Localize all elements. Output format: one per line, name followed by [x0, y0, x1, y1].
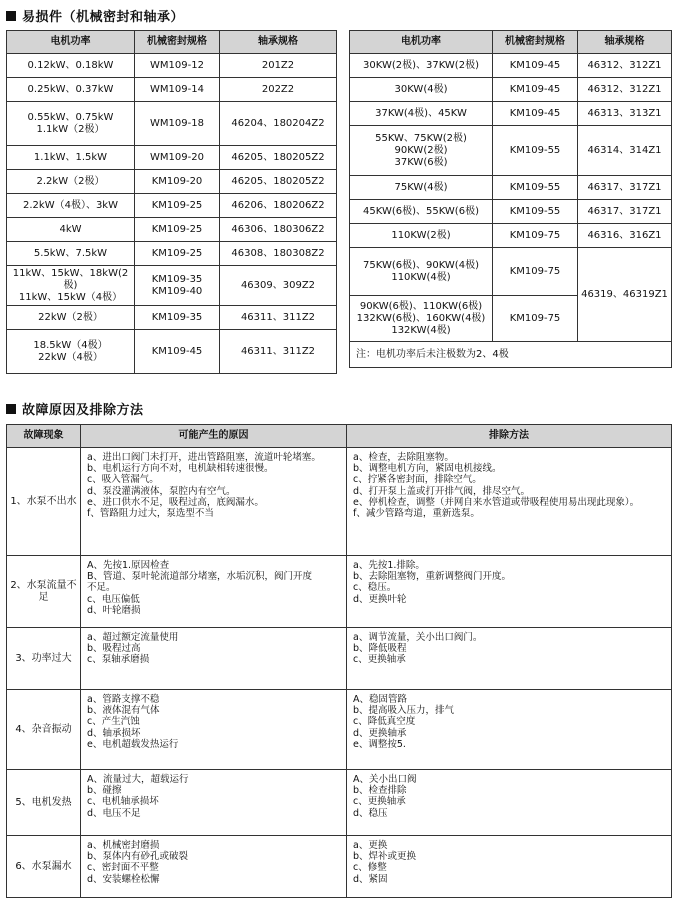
power-cell: 22kW（2极） — [7, 306, 135, 330]
power-cell: 0.25kW、0.37kW — [7, 78, 135, 102]
seal-cell: KM109-45 — [493, 102, 578, 126]
table-row — [7, 266, 337, 306]
table-row — [7, 836, 672, 898]
fault-table — [6, 424, 672, 898]
remedy-cell: a、先按1.排除。 b、去除阻塞物，重新调整阀门开度。 c、稳压。 d、更换叶轮 — [347, 556, 672, 628]
header-seal: 机械密封规格 — [493, 31, 578, 54]
bearing-cell: 46317、317Z1 — [578, 200, 672, 224]
seal-cell: KM109-35 — [135, 306, 220, 330]
power-cell: 2.2kW（4极）、3kW — [7, 194, 135, 218]
table-row — [350, 78, 672, 102]
header-power: 电机功率 — [7, 31, 135, 54]
bearing-cell: 46311、311Z2 — [220, 330, 337, 374]
remedy-cell: a、更换 b、焊补或更换 c、修整 d、紧固 — [347, 836, 672, 898]
seal-cell: WM109-20 — [135, 146, 220, 170]
square-bullet-icon — [6, 404, 16, 414]
seal-cell: KM109-20 — [135, 170, 220, 194]
seal-cell: KM109-75 — [493, 224, 578, 248]
header-symptom: 故障现象 — [7, 425, 81, 448]
table-row — [7, 102, 337, 146]
remedy-cell: a、调节流量，关小出口阀门。 b、降低吸程 c、更换轴承 — [347, 628, 672, 690]
table-row — [7, 690, 672, 770]
table-row — [7, 78, 337, 102]
bearing-cell: 46311、311Z2 — [220, 306, 337, 330]
header-bearing: 轴承规格 — [220, 31, 337, 54]
table-row — [7, 628, 672, 690]
section-title-faults: 故障原因及排除方法 — [6, 399, 144, 418]
bearing-cell: 46312、312Z1 — [578, 54, 672, 78]
section-title-parts: 易损件（机械密封和轴承） — [6, 6, 184, 25]
bearing-cell: 46316、316Z1 — [578, 224, 672, 248]
symptom-cell: 4、杂音振动 — [7, 690, 81, 770]
bearing-cell: 46308、180308Z2 — [220, 242, 337, 266]
seal-cell: KM109-45 — [493, 78, 578, 102]
table-row — [350, 224, 672, 248]
seal-cell: KM109-25 — [135, 194, 220, 218]
seal-cell: WM109-18 — [135, 102, 220, 146]
bearing-cell: 46206、180206Z2 — [220, 194, 337, 218]
seal-cell: KM109-55 — [493, 200, 578, 224]
table-row — [7, 218, 337, 242]
power-cell: 1.1kW、1.5kW — [7, 146, 135, 170]
table-row — [7, 770, 672, 836]
power-cell: 0.55kW、0.75kW 1.1kW（2极） — [7, 102, 135, 146]
bearing-cell: 46204、180204Z2 — [220, 102, 337, 146]
power-cell: 2.2kW（2极） — [7, 170, 135, 194]
bearing-cell: 46309、309Z2 — [220, 266, 337, 306]
parts-table-right — [349, 30, 672, 368]
table-row — [7, 170, 337, 194]
table-note: 注：电机功率后未注极数为2、4极 — [350, 342, 672, 368]
remedy-cell: A、稳固管路 b、提高吸入压力，排气 c、降低真空度 d、更换轴承 e、调整按5. — [347, 690, 672, 770]
table-row — [7, 146, 337, 170]
table-row — [7, 330, 337, 374]
header-remedy: 排除方法 — [347, 425, 672, 448]
power-cell: 110KW(2极) — [350, 224, 493, 248]
header-power: 电机功率 — [350, 31, 493, 54]
table-row — [7, 54, 337, 78]
bearing-cell: 202Z2 — [220, 78, 337, 102]
power-cell: 45KW(6极)、55KW(6极) — [350, 200, 493, 224]
cause-cell: a、超过额定流量使用 b、吸程过高 c、泵轴承磨损 — [81, 628, 347, 690]
power-cell: 75KW(4极) — [350, 176, 493, 200]
bearing-cell: 46313、313Z1 — [578, 102, 672, 126]
symptom-cell: 3、功率过大 — [7, 628, 81, 690]
power-cell: 4kW — [7, 218, 135, 242]
symptom-cell: 6、水泵漏水 — [7, 836, 81, 898]
cause-cell: a、进出口阀门未打开，进出管路阻塞，流道叶轮堵塞。 b、电机运行方向不对，电机缺相转速很慢。 c、吸入管漏气。 d、泵没灌满液体，泵腔内有空气。 e、进口供水不足，吸程过高，底阀漏水。 f、管路阻力过大，泵选型不当 — [81, 448, 347, 556]
power-cell: 18.5kW（4极） 22kW（4极） — [7, 330, 135, 374]
seal-cell: KM109-75 — [493, 248, 578, 296]
square-bullet-icon — [6, 11, 16, 21]
table-row — [7, 556, 672, 628]
parts-table-left — [6, 30, 337, 374]
power-cell: 30KW(2极)、37KW(2极) — [350, 54, 493, 78]
power-cell: 11kW、15kW、18kW(2极) 11kW、15kW（4极） — [7, 266, 135, 306]
cause-cell: a、管路支撑不稳 b、液体混有气体 c、产生汽蚀 d、轴承损坏 e、电机超载发热运行 — [81, 690, 347, 770]
seal-cell: KM109-25 — [135, 242, 220, 266]
bearing-cell: 46312、312Z1 — [578, 78, 672, 102]
symptom-cell: 2、水泵流量不足 — [7, 556, 81, 628]
table-row — [7, 242, 337, 266]
seal-cell: KM109-45 — [135, 330, 220, 374]
table-row — [350, 200, 672, 224]
bearing-cell: 201Z2 — [220, 54, 337, 78]
symptom-cell: 5、电机发热 — [7, 770, 81, 836]
power-cell: 0.12kW、0.18kW — [7, 54, 135, 78]
table-row — [7, 306, 337, 330]
header-bearing: 轴承规格 — [578, 31, 672, 54]
power-cell: 90KW(6极)、110KW(6极) 132KW(6极)、160KW(4极) 132KW(4极) — [350, 296, 493, 342]
power-cell: 75KW(6极)、90KW(4极) 110KW(4极) — [350, 248, 493, 296]
bearing-cell: 46314、314Z1 — [578, 126, 672, 176]
bearing-cell: 46306、180306Z2 — [220, 218, 337, 242]
seal-cell: KM109-25 — [135, 218, 220, 242]
remedy-cell: A、关小出口阀 b、检查排除 c、更换轴承 d、稳压 — [347, 770, 672, 836]
table-row — [350, 126, 672, 176]
bearing-cell: 46317、317Z1 — [578, 176, 672, 200]
cause-cell: A、流量过大，超载运行 b、碰擦 c、电机轴承损坏 d、电压不足 — [81, 770, 347, 836]
table-row — [350, 176, 672, 200]
power-cell: 30KW(4极) — [350, 78, 493, 102]
header-cause: 可能产生的原因 — [81, 425, 347, 448]
bearing-cell: 46319、46319Z1 — [578, 248, 672, 342]
power-cell: 55KW、75KW(2极) 90KW(2极) 37KW(6极) — [350, 126, 493, 176]
table-row — [350, 54, 672, 78]
table-row — [350, 342, 672, 368]
table-row — [7, 448, 672, 556]
bearing-cell: 46205、180205Z2 — [220, 170, 337, 194]
header-seal: 机械密封规格 — [135, 31, 220, 54]
seal-cell: KM109-55 — [493, 126, 578, 176]
seal-cell: KM109-35 KM109-40 — [135, 266, 220, 306]
cause-cell: A、先按1.原因检查 B、管道、泵叶轮流道部分堵塞，水垢沉积，阀门开度 不足。 c、电压偏低 d、叶轮磨损 — [81, 556, 347, 628]
cause-cell: a、机械密封磨损 b、泵体内有砂孔或破裂 c、密封面不平整 d、安装螺栓松懈 — [81, 836, 347, 898]
seal-cell: KM109-55 — [493, 176, 578, 200]
power-cell: 37KW(4极)、45KW — [350, 102, 493, 126]
remedy-cell: a、检查，去除阻塞物。 b、调整电机方向，紧固电机接线。 c、拧紧各密封面，排除空气。 d、打开泵上盖或打开排气阀，排尽空气。 e、停机检查，调整（并网自来水管道或带吸程使用易出现此现象）。 f、减少管路弯道，重新选泵。 — [347, 448, 672, 556]
symptom-cell: 1、水泵不出水 — [7, 448, 81, 556]
seal-cell: WM109-14 — [135, 78, 220, 102]
table-row — [7, 194, 337, 218]
table-row — [350, 248, 672, 296]
seal-cell: KM109-45 — [493, 54, 578, 78]
seal-cell: WM109-12 — [135, 54, 220, 78]
table-row — [350, 102, 672, 126]
seal-cell: KM109-75 — [493, 296, 578, 342]
power-cell: 5.5kW、7.5kW — [7, 242, 135, 266]
bearing-cell: 46205、180205Z2 — [220, 146, 337, 170]
